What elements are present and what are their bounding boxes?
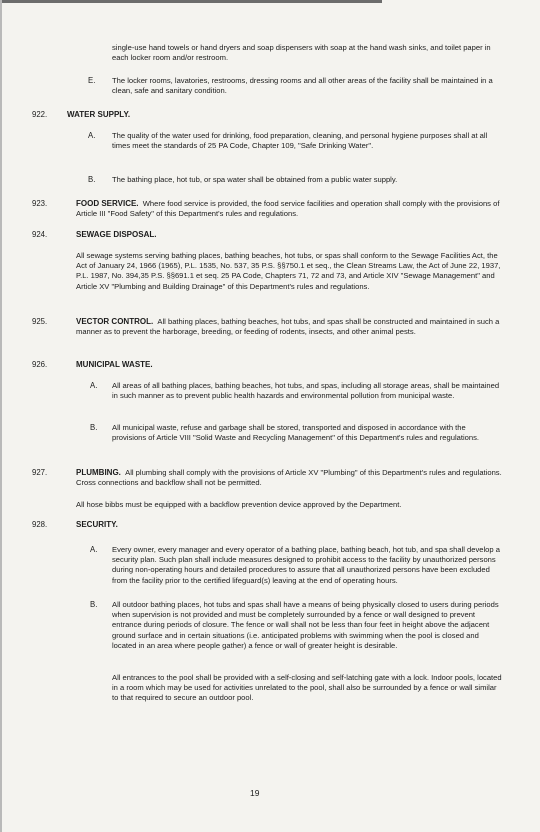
section-924-number: 924. [32, 230, 48, 239]
section-927-text-2: All hose bibbs must be equipped with a backflow prevention device approved by the Department. [76, 500, 402, 509]
section-923-paragraph [76, 199, 502, 219]
section-928-a-text: Every owner, every manager and every operator of a bathing place, bathing beach, hot tub, and spa shall develop a security plan. Such plan shall include measures designed to prohibit access to the facility by unauthorized persons during non-operating hours and detailed procedures to assure that all unauthorized persons have been excluded from the facility prior to the certified lifeguard(s) leaving at the end of operating hours. [112, 545, 500, 585]
section-926-title: MUNICIPAL WASTE. [76, 360, 153, 369]
section-928-number: 928. [32, 520, 48, 529]
section-922-a-text: The quality of the water used for drinking, food preparation, cleaning, and personal hygiene purposes shall at all times meet the standards of 25 PA Code, Chapter 109, "Safe Drinking Water". [112, 131, 488, 151]
section-925-paragraph [76, 317, 502, 337]
section-927-number: 927. [32, 468, 48, 477]
section-924-title: SEWAGE DISPOSAL. [76, 230, 157, 239]
page-number: 19 [250, 788, 260, 798]
section-925-title: VECTOR CONTROL. [76, 317, 154, 326]
section-927-text: All plumbing shall comply with the provisions of Article XV "Plumbing" of this Department's rules and regulations. Cross connections and backflow shall not be permitted. [76, 468, 502, 488]
section-928-b-label: B. [90, 600, 98, 609]
section-926-b-text: All municipal waste, refuse and garbage shall be stored, transported and disposed in accordance with the provisions of Article VIII "Solid Waste and Recycling Management" of this Department's rules and regulations. [112, 423, 480, 443]
intro-continuation: single-use hand towels or hand dryers and soap dispensers with soap at the hand wash sinks, and toilet paper in each locker room and/or restroom. [112, 43, 491, 63]
section-927-paragraph [76, 468, 502, 488]
section-928-b-text-2: All entrances to the pool shall be provided with a self-closing and self-latching gate with a lock. Indoor pools, located in a room which may be used for activities unrelated to the pool, shall also be surrounded by a fence or wall similar to that required to secure an outdoor pool. [112, 673, 502, 703]
section-922-title: WATER SUPPLY. [67, 110, 131, 119]
section-926-number: 926. [32, 360, 48, 369]
section-928-title: SECURITY. [76, 520, 118, 529]
section-922-a-label: A. [88, 131, 96, 140]
top-rule [2, 0, 382, 3]
item-e-label: E. [88, 76, 96, 85]
section-923-text: Where food service is provided, the food service facilities and operation shall comply with the provisions of Article III "Food Safety" of this Department's rules and regulations. [76, 199, 500, 219]
section-922-b-label: B. [88, 175, 96, 184]
section-925-number: 925. [32, 317, 48, 326]
section-926-a-text: All areas of all bathing places, bathing beaches, hot tubs, and spas, including all storage areas, shall be maintained in such manner as to prevent public health hazards and environmental pollution from municipal waste. [112, 381, 500, 401]
section-926-a-label: A. [90, 381, 98, 390]
section-928-a-label: A. [90, 545, 98, 554]
section-925-text: All bathing places, bathing beaches, hot tubs, and spas shall be constructed and maintained in such a manner as to prevent the harborage, breeding, or feeding of rodents, insects, and other animal pests. [76, 317, 500, 337]
section-927-title: PLUMBING. [76, 468, 121, 477]
section-922-b-text: The bathing place, hot tub, or spa water shall be obtained from a public water supply. [112, 175, 398, 184]
section-926-b-label: B. [90, 423, 98, 432]
item-e-text: The locker rooms, lavatories, restrooms, dressing rooms and all other areas of the facility shall be maintained in a clean, safe and sanitary condition. [112, 76, 493, 96]
section-923-title: FOOD SERVICE. [76, 199, 139, 208]
section-924-text: All sewage systems serving bathing places, bathing beaches, hot tubs, or spas shall conform to the Sewage Facilities Act, the Act of January 24, 1966 (1965), P.L. 1535, No. 537, 35 P.S. §§750.1 et seq., the Clean Streams Law, the Act of June 22, 1937, P.L. 1987, No. 394,35 P.S. §§691.1 et seq. 25 PA Code, Chapters 71, 72 and 73, and Article XIV "Sewage Management" and Article XV "Plumbing and Building Drainage" of this Department's rules and regulations. [76, 251, 501, 291]
section-928-b-text: All outdoor bathing places, hot tubs and spas shall have a means of being physically closed to users during periods when supervision is not provided and must be completely surrounded by a fence or wall designed to prevent entrance during periods of closure. The fence or wall shall not be less than four feet in height above the adjacent ground surface and in certain situations (i.e. anticipated problems with swimming when the pool is closed and located in an area where people gather) a fence or wall of greater height is desirable. [112, 600, 499, 650]
section-922-number: 922. [32, 110, 48, 119]
section-923-number: 923. [32, 199, 48, 208]
